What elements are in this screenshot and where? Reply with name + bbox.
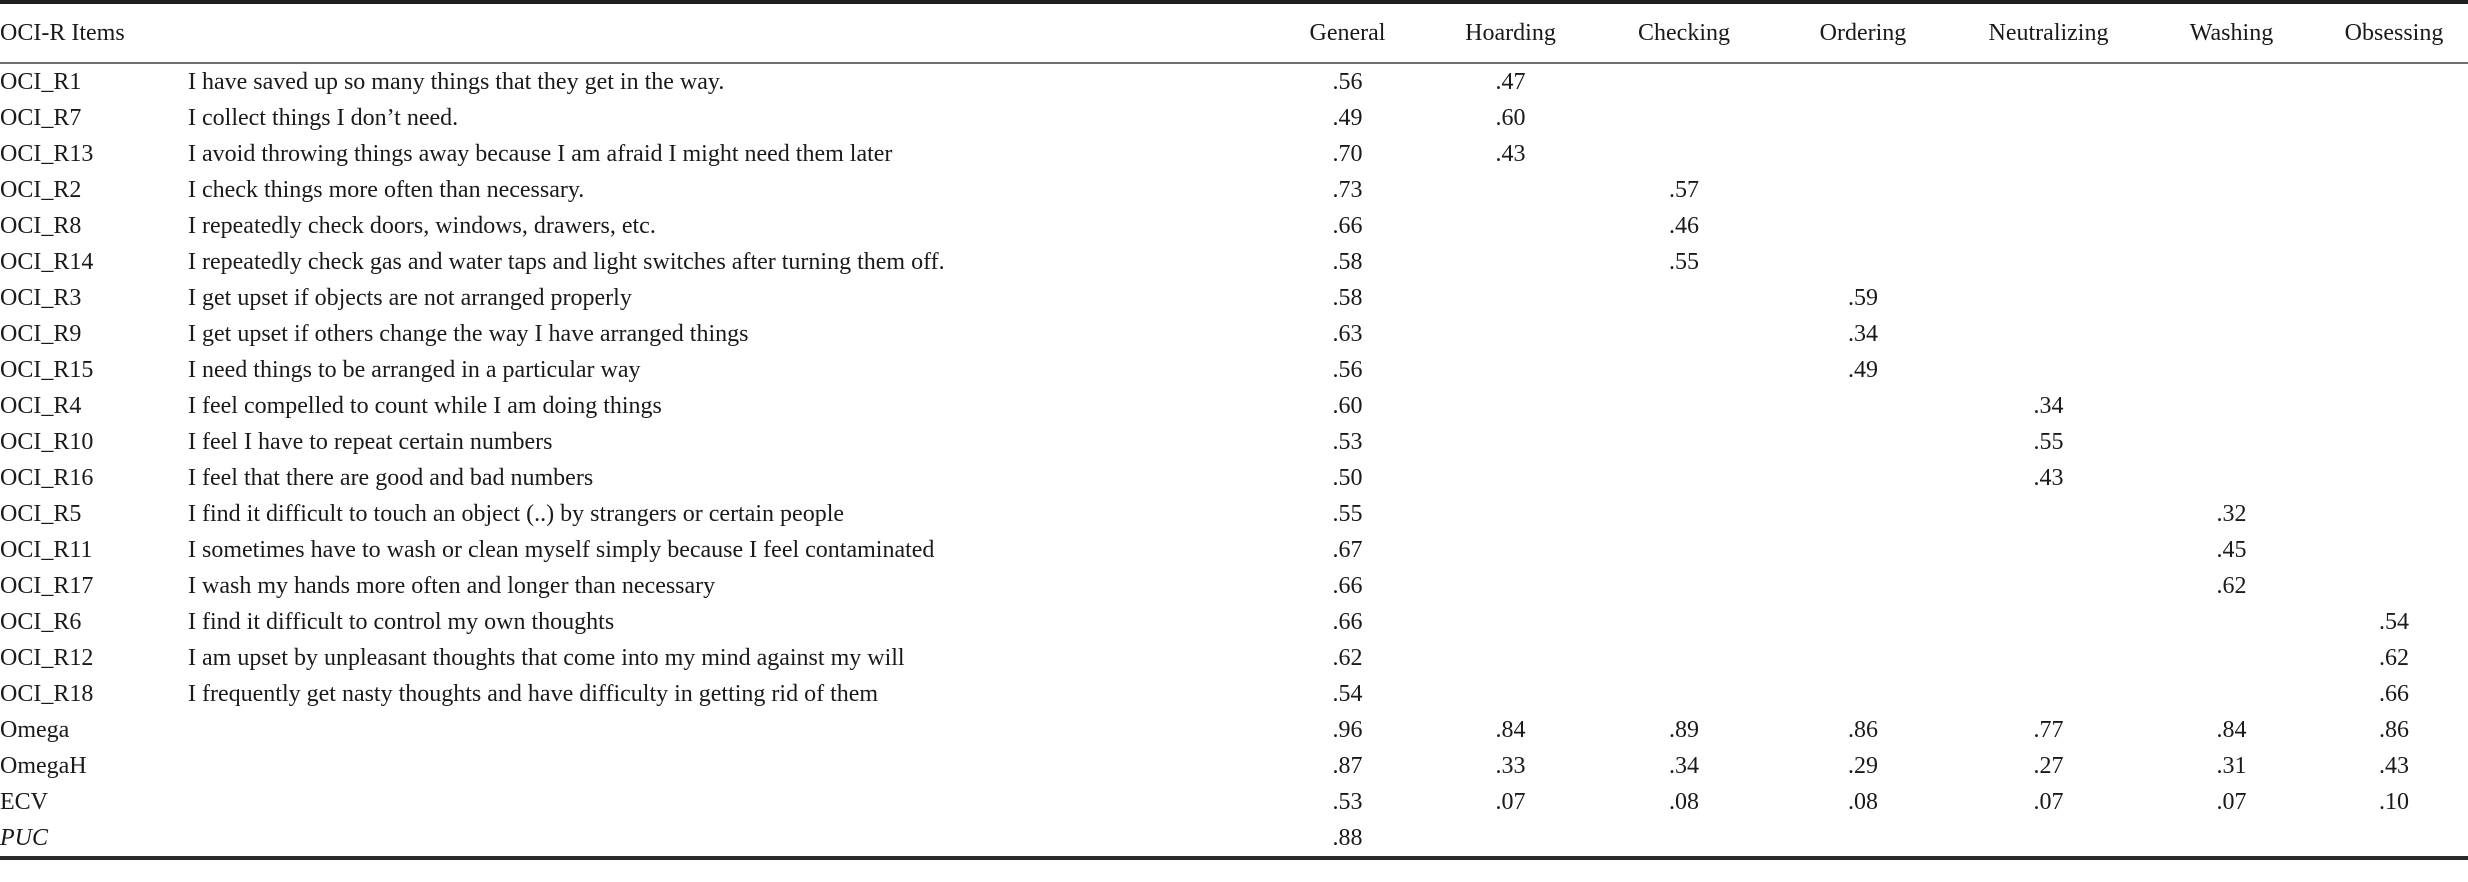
item-code: OCI_R9 bbox=[0, 321, 82, 347]
table-row bbox=[0, 748, 2468, 784]
table-row bbox=[0, 63, 2468, 100]
loading-value: .66 bbox=[1332, 213, 1363, 239]
loading-value: .56 bbox=[1332, 69, 1363, 95]
loading-value bbox=[1772, 820, 1954, 858]
loading-value bbox=[1596, 820, 1772, 858]
loading-value bbox=[1425, 640, 1596, 676]
loading-value bbox=[2143, 424, 2320, 460]
loading-value: .33 bbox=[1495, 753, 1526, 779]
loading-value bbox=[1425, 604, 1596, 640]
loading-value bbox=[1954, 496, 2143, 532]
item-text: I find it difficult to control my own thoughts bbox=[188, 609, 615, 635]
item-text: I collect things I don’t need. bbox=[188, 105, 459, 131]
item-code: OCI_R14 bbox=[0, 249, 94, 275]
loading-value bbox=[1772, 460, 1954, 496]
loading-value: .55 bbox=[1332, 501, 1363, 527]
loading-value: .54 bbox=[1332, 681, 1363, 707]
loading-value: .62 bbox=[1332, 645, 1363, 671]
table-row bbox=[0, 784, 2468, 820]
item-code: OCI_R1 bbox=[0, 69, 82, 95]
item-text: I have saved up so many things that they get in the way. bbox=[188, 69, 725, 95]
loading-value: .66 bbox=[2379, 681, 2409, 707]
loading-value: .49 bbox=[1332, 105, 1363, 131]
item-text: I am upset by unpleasant thoughts that come into my mind against my will bbox=[188, 645, 905, 671]
item-code: OCI_R2 bbox=[0, 177, 82, 203]
loading-value: .43 bbox=[1495, 141, 1526, 167]
loading-value: .32 bbox=[2216, 501, 2247, 527]
item-text: I sometimes have to wash or clean myself simply because I feel contaminated bbox=[188, 537, 935, 563]
item-code: OCI_R16 bbox=[0, 465, 94, 491]
loading-value: .08 bbox=[1669, 789, 1699, 815]
item-text: I feel compelled to count while I am doing things bbox=[188, 393, 662, 419]
loading-value bbox=[1772, 424, 1954, 460]
loading-value: .34 bbox=[1848, 321, 1878, 347]
loading-value bbox=[1596, 676, 1772, 712]
loading-value bbox=[1772, 676, 1954, 712]
loading-value bbox=[1596, 388, 1772, 424]
table-row bbox=[0, 388, 2468, 424]
loading-value bbox=[1954, 352, 2143, 388]
loading-value bbox=[1954, 640, 2143, 676]
loading-value bbox=[1425, 316, 1596, 352]
table-row bbox=[0, 172, 2468, 208]
loading-value bbox=[1425, 244, 1596, 280]
loading-value: .55 bbox=[2033, 429, 2064, 455]
loading-value bbox=[2320, 532, 2468, 568]
item-text: I repeatedly check gas and water taps and light switches after turning them off. bbox=[188, 249, 945, 275]
loading-value bbox=[1772, 172, 1954, 208]
loading-value bbox=[1954, 604, 2143, 640]
loading-value bbox=[1772, 532, 1954, 568]
loading-value: .31 bbox=[2216, 753, 2247, 779]
loading-value bbox=[2143, 244, 2320, 280]
loading-value bbox=[1596, 532, 1772, 568]
loading-value: .47 bbox=[1495, 69, 1526, 95]
item-code: OmegaH bbox=[0, 753, 87, 779]
loading-value: .58 bbox=[1332, 249, 1363, 275]
table-row bbox=[0, 424, 2468, 460]
loading-value bbox=[1954, 136, 2143, 172]
loading-value: .58 bbox=[1332, 285, 1363, 311]
loading-value: .89 bbox=[1669, 717, 1699, 743]
item-code: OCI_R18 bbox=[0, 681, 94, 707]
table-body bbox=[0, 63, 2468, 858]
loading-value bbox=[1954, 532, 2143, 568]
loading-value bbox=[2143, 63, 2320, 100]
loading-value bbox=[2320, 208, 2468, 244]
table-row bbox=[0, 136, 2468, 172]
header-row bbox=[0, 2, 2468, 63]
loading-value: .62 bbox=[2216, 573, 2247, 599]
loading-value bbox=[1772, 244, 1954, 280]
loading-value bbox=[1425, 568, 1596, 604]
loading-value bbox=[2320, 316, 2468, 352]
item-code: OCI_R11 bbox=[0, 537, 93, 563]
loading-value: .59 bbox=[1848, 285, 1878, 311]
table-header bbox=[0, 2, 2468, 63]
loading-value bbox=[2320, 496, 2468, 532]
loading-value: .77 bbox=[2033, 717, 2064, 743]
item-text: I feel that there are good and bad numbers bbox=[188, 465, 594, 491]
loading-value: .45 bbox=[2216, 537, 2247, 563]
item-code: OCI_R3 bbox=[0, 285, 82, 311]
loading-value bbox=[1596, 352, 1772, 388]
item-code: OCI_R8 bbox=[0, 213, 82, 239]
loading-value bbox=[2320, 424, 2468, 460]
loading-value: .54 bbox=[2379, 609, 2409, 635]
loading-value bbox=[1954, 100, 2143, 136]
item-text: I get upset if others change the way I have arranged things bbox=[188, 321, 749, 347]
loading-value bbox=[1596, 100, 1772, 136]
item-text: I frequently get nasty thoughts and have difficulty in getting rid of them bbox=[188, 681, 879, 707]
table-row bbox=[0, 100, 2468, 136]
table-row bbox=[0, 208, 2468, 244]
loading-value bbox=[1596, 136, 1772, 172]
loading-value: .88 bbox=[1332, 825, 1363, 851]
loading-value: .66 bbox=[1332, 573, 1363, 599]
loading-value: .43 bbox=[2379, 753, 2409, 779]
loading-value bbox=[1954, 568, 2143, 604]
loading-value bbox=[1425, 532, 1596, 568]
loading-value bbox=[2143, 100, 2320, 136]
loading-value bbox=[2320, 280, 2468, 316]
item-code: OCI_R5 bbox=[0, 501, 82, 527]
loading-value bbox=[2143, 352, 2320, 388]
loading-value: .56 bbox=[1332, 357, 1363, 383]
loading-value: .43 bbox=[2033, 465, 2064, 491]
loading-value: .60 bbox=[1495, 105, 1526, 131]
item-text: I feel I have to repeat certain numbers bbox=[188, 429, 553, 455]
item-code: OCI_R12 bbox=[0, 645, 94, 671]
loading-value bbox=[1425, 208, 1596, 244]
item-code: OCI_R7 bbox=[0, 105, 82, 131]
item-text: I get upset if objects are not arranged properly bbox=[188, 285, 632, 311]
loading-value: .86 bbox=[2379, 717, 2409, 743]
column-header-hoarding: Hoarding bbox=[1425, 2, 1596, 63]
table-row bbox=[0, 352, 2468, 388]
loading-value bbox=[1425, 460, 1596, 496]
loading-value: .96 bbox=[1332, 717, 1363, 743]
loading-value bbox=[2320, 244, 2468, 280]
loading-value bbox=[1425, 424, 1596, 460]
item-code: OCI_R10 bbox=[0, 429, 94, 455]
loading-value: .67 bbox=[1332, 537, 1363, 563]
loading-value bbox=[2320, 820, 2468, 858]
table-row bbox=[0, 676, 2468, 712]
loading-value bbox=[1425, 280, 1596, 316]
table-row bbox=[0, 316, 2468, 352]
loading-value bbox=[1596, 568, 1772, 604]
item-code: OCI_R6 bbox=[0, 609, 82, 635]
loading-value: .07 bbox=[1495, 789, 1526, 815]
table-row bbox=[0, 496, 2468, 532]
loading-value: .60 bbox=[1332, 393, 1363, 419]
table-row bbox=[0, 640, 2468, 676]
loading-value bbox=[1596, 63, 1772, 100]
loading-value bbox=[2320, 460, 2468, 496]
loading-value: .53 bbox=[1332, 789, 1363, 815]
loading-value bbox=[1772, 388, 1954, 424]
loading-value bbox=[2143, 676, 2320, 712]
table-row bbox=[0, 244, 2468, 280]
loading-value: .46 bbox=[1669, 213, 1699, 239]
loading-value bbox=[2143, 604, 2320, 640]
loading-value bbox=[1954, 244, 2143, 280]
loading-value: .27 bbox=[2033, 753, 2064, 779]
loading-value bbox=[1596, 496, 1772, 532]
item-text: I need things to be arranged in a particular way bbox=[188, 357, 641, 383]
loading-value bbox=[2320, 388, 2468, 424]
loading-value bbox=[2143, 136, 2320, 172]
item-code: OCI_R15 bbox=[0, 357, 94, 383]
item-text bbox=[188, 784, 1270, 820]
table-row bbox=[0, 604, 2468, 640]
column-header-neutralizing: Neutralizing bbox=[1954, 2, 2143, 63]
loading-value bbox=[2143, 316, 2320, 352]
item-text: I repeatedly check doors, windows, drawers, etc. bbox=[188, 213, 656, 239]
loading-value bbox=[1772, 568, 1954, 604]
loading-value: .63 bbox=[1332, 321, 1363, 347]
column-header-general: General bbox=[1270, 2, 1425, 63]
loading-value bbox=[1772, 63, 1954, 100]
loading-value bbox=[2320, 136, 2468, 172]
loading-value: .50 bbox=[1332, 465, 1363, 491]
loading-value bbox=[1596, 316, 1772, 352]
column-header-checking: Checking bbox=[1596, 2, 1772, 63]
loading-value bbox=[2143, 208, 2320, 244]
loading-value: .10 bbox=[2379, 789, 2409, 815]
loading-value bbox=[1596, 460, 1772, 496]
loading-value: .49 bbox=[1848, 357, 1878, 383]
column-header-washing: Washing bbox=[2143, 2, 2320, 63]
loading-value bbox=[1954, 316, 2143, 352]
item-text: I check things more often than necessary. bbox=[188, 177, 585, 203]
items-column-header: OCI-R Items bbox=[0, 2, 1270, 63]
loading-value: .34 bbox=[2033, 393, 2064, 419]
loading-value bbox=[1425, 496, 1596, 532]
table-row bbox=[0, 712, 2468, 748]
loading-value bbox=[1596, 424, 1772, 460]
table-row bbox=[0, 280, 2468, 316]
loading-value bbox=[2320, 63, 2468, 100]
loading-value bbox=[1425, 676, 1596, 712]
loading-value bbox=[1772, 208, 1954, 244]
table-row bbox=[0, 532, 2468, 568]
loading-value bbox=[1772, 136, 1954, 172]
column-header-obsessing: Obsessing bbox=[2320, 2, 2468, 63]
item-text bbox=[188, 712, 1270, 748]
loading-value bbox=[1954, 676, 2143, 712]
table-row bbox=[0, 820, 2468, 858]
loading-value bbox=[2143, 388, 2320, 424]
loading-value bbox=[1954, 63, 2143, 100]
loading-value bbox=[1772, 100, 1954, 136]
item-code: OCI_R17 bbox=[0, 573, 94, 599]
loading-value: .62 bbox=[2379, 645, 2409, 671]
loading-value: .70 bbox=[1332, 141, 1363, 167]
loading-value bbox=[2320, 100, 2468, 136]
loading-value bbox=[1772, 604, 1954, 640]
loading-value: .07 bbox=[2216, 789, 2247, 815]
loading-value bbox=[2320, 172, 2468, 208]
loading-value bbox=[2320, 352, 2468, 388]
loading-value: .73 bbox=[1332, 177, 1363, 203]
item-text bbox=[188, 820, 1270, 858]
loading-value bbox=[1425, 352, 1596, 388]
loading-value bbox=[1772, 496, 1954, 532]
item-code: OCI_R13 bbox=[0, 141, 94, 167]
item-text: I avoid throwing things away because I am afraid I might need them later bbox=[188, 141, 893, 167]
loading-value: .84 bbox=[1495, 717, 1526, 743]
loading-value: .57 bbox=[1669, 177, 1699, 203]
item-code: Omega bbox=[0, 717, 70, 743]
loading-value bbox=[1425, 820, 1596, 858]
loading-value: .87 bbox=[1332, 753, 1363, 779]
item-text bbox=[188, 748, 1270, 784]
loading-value bbox=[2143, 460, 2320, 496]
loading-value bbox=[2320, 568, 2468, 604]
table-row bbox=[0, 568, 2468, 604]
loading-value bbox=[1596, 640, 1772, 676]
loading-value bbox=[1954, 280, 2143, 316]
column-header-ordering: Ordering bbox=[1772, 2, 1954, 63]
loading-value bbox=[1772, 640, 1954, 676]
loading-value bbox=[1954, 172, 2143, 208]
loading-value: .66 bbox=[1332, 609, 1363, 635]
loading-value bbox=[2143, 820, 2320, 858]
loading-value bbox=[1954, 208, 2143, 244]
loading-value bbox=[2143, 280, 2320, 316]
item-code: ECV bbox=[0, 789, 48, 815]
loading-value bbox=[1425, 172, 1596, 208]
loading-value: .08 bbox=[1848, 789, 1878, 815]
item-code: OCI_R4 bbox=[0, 393, 82, 419]
loading-value bbox=[1954, 820, 2143, 858]
table-row bbox=[0, 460, 2468, 496]
item-text: I wash my hands more often and longer than necessary bbox=[188, 573, 716, 599]
loading-value: .53 bbox=[1332, 429, 1363, 455]
loading-value: .84 bbox=[2216, 717, 2247, 743]
loading-value bbox=[2143, 172, 2320, 208]
loading-value: .55 bbox=[1669, 249, 1699, 275]
loading-value bbox=[1596, 604, 1772, 640]
item-text: I find it difficult to touch an object (..) by strangers or certain people bbox=[188, 501, 845, 527]
loading-value: .07 bbox=[2033, 789, 2064, 815]
loading-value: .86 bbox=[1848, 717, 1878, 743]
loading-value bbox=[1596, 280, 1772, 316]
bottom-margin bbox=[0, 860, 2468, 868]
loading-value bbox=[1425, 388, 1596, 424]
loading-value: .34 bbox=[1669, 753, 1699, 779]
loading-value bbox=[2143, 640, 2320, 676]
loading-value: .29 bbox=[1848, 753, 1878, 779]
item-code: PUC bbox=[0, 825, 48, 851]
